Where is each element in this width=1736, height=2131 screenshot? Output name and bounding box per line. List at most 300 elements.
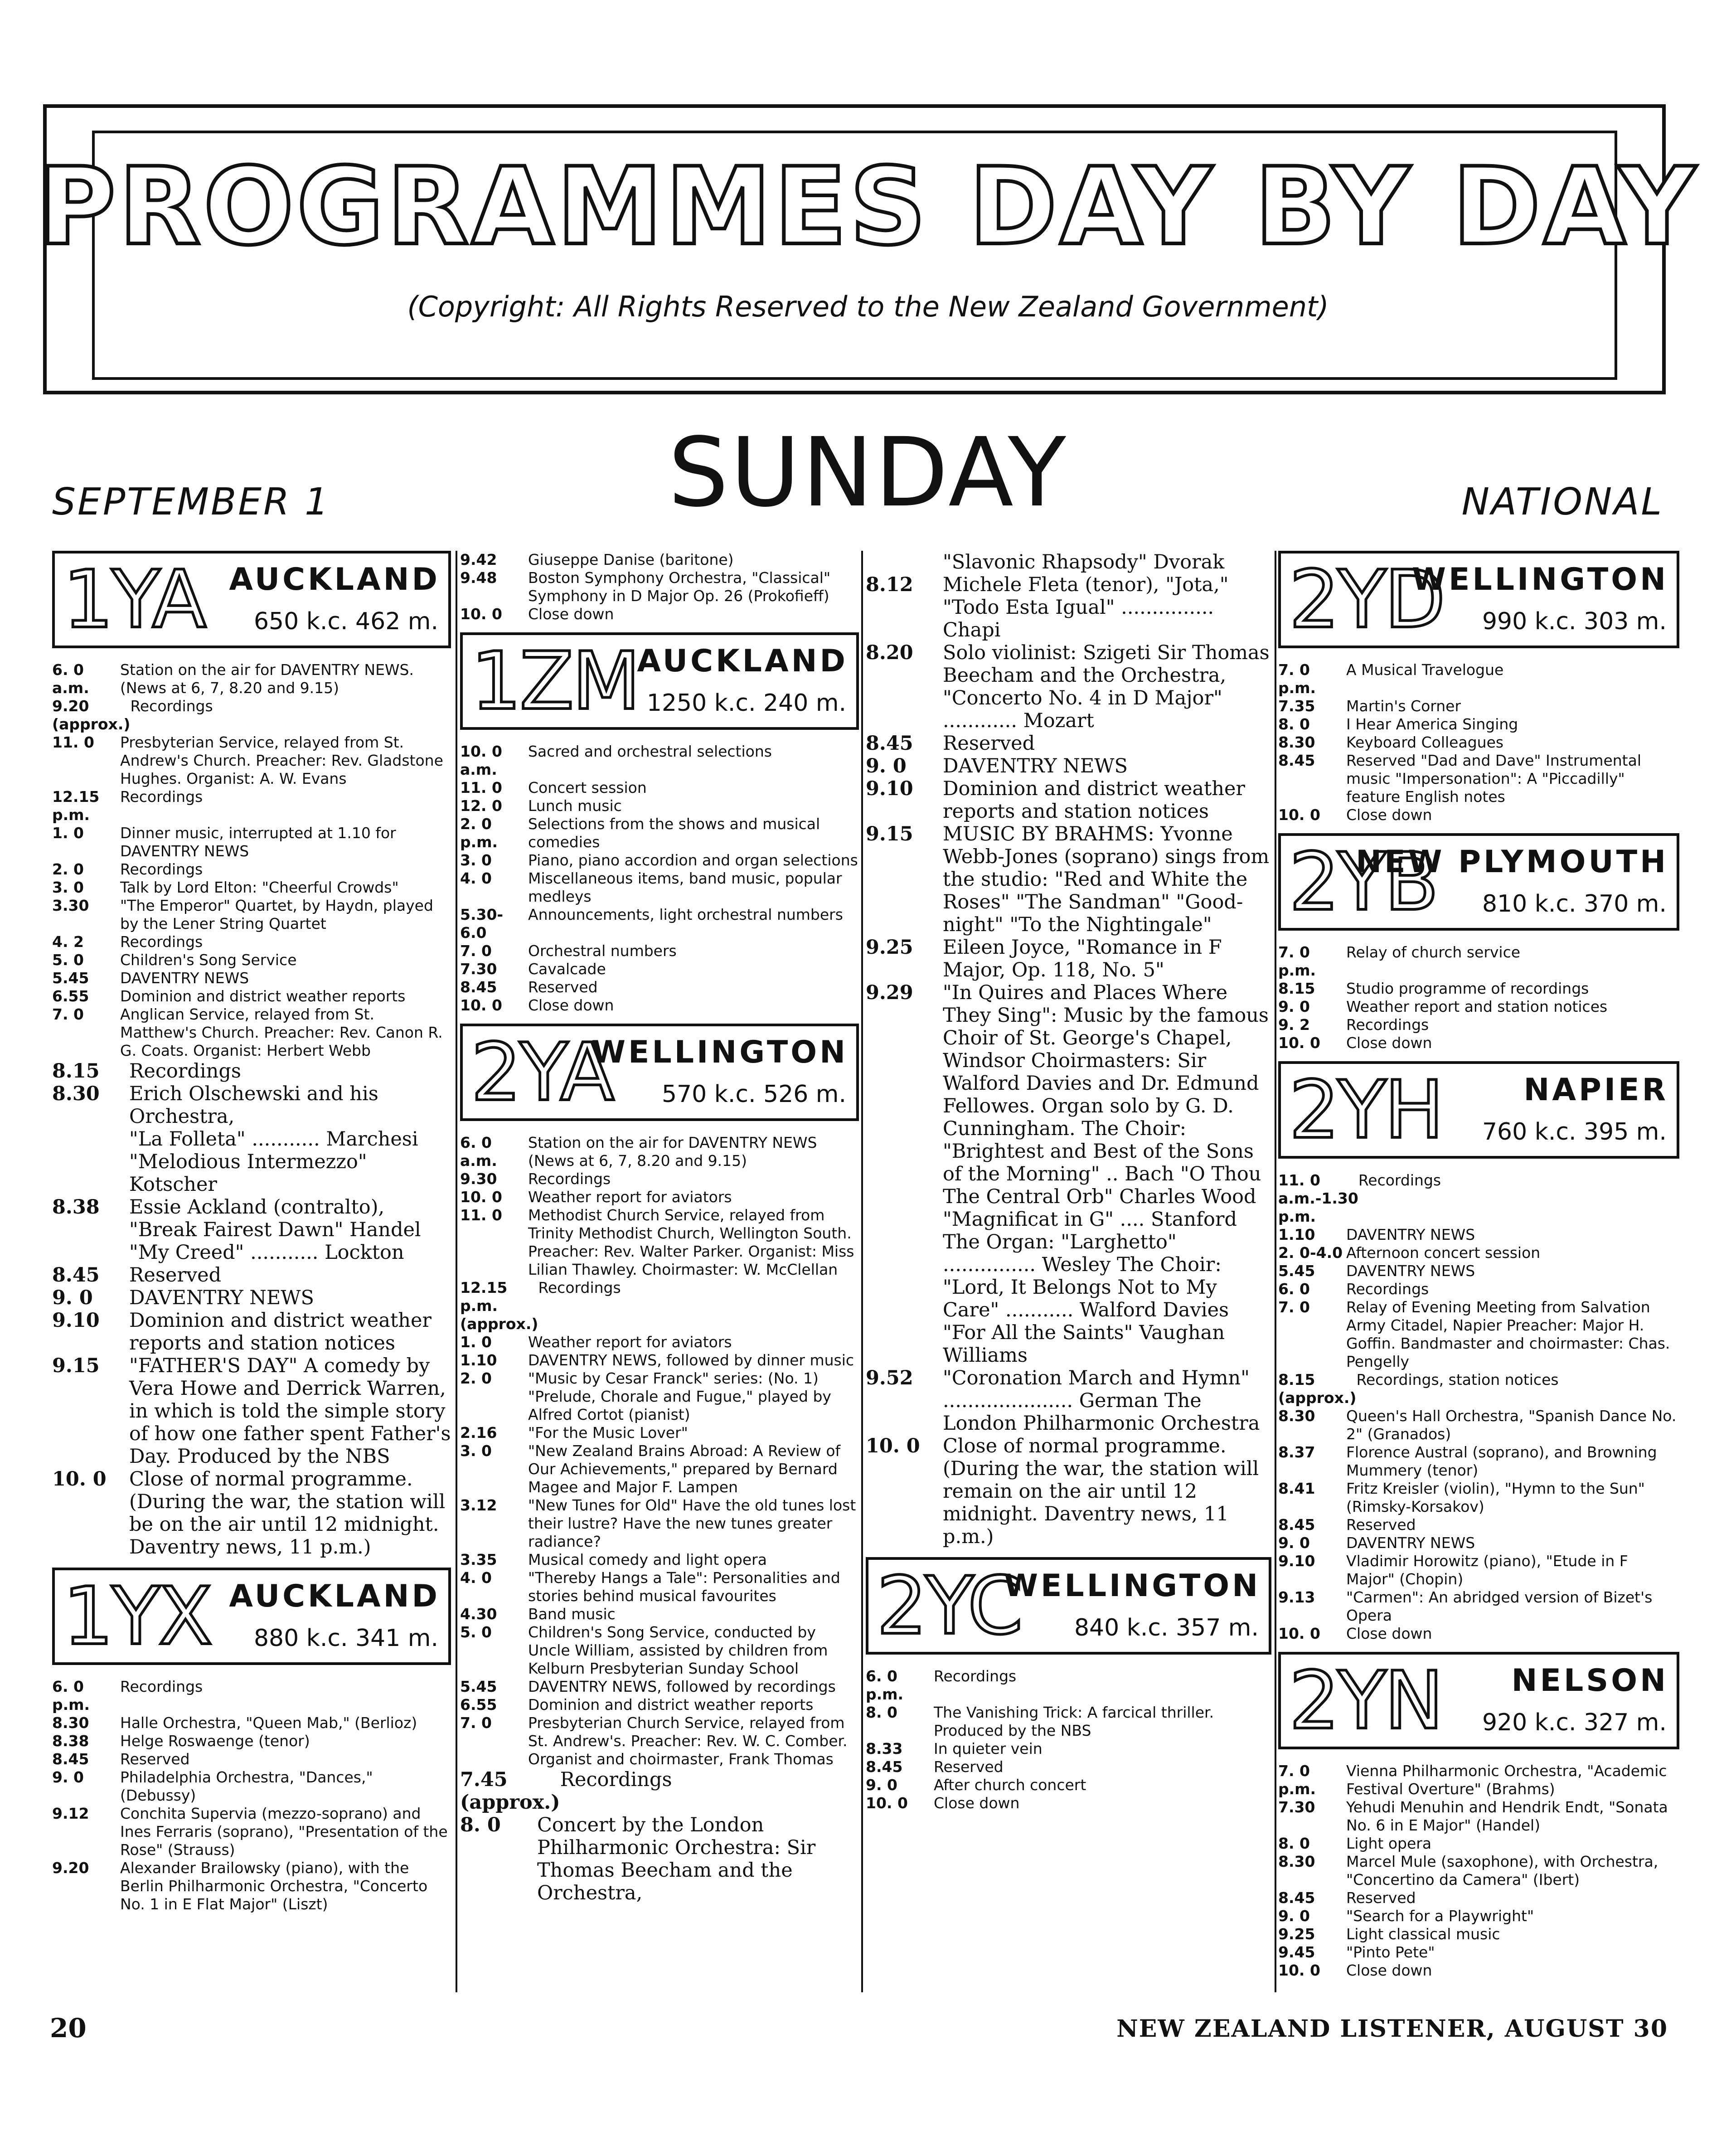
programme-description: MUSIC BY BRAHMS: Yvonne Webb-Jones (soprano) sings from the studio: "Red and White the Roses" "The Sandman" "Good-night" "To the Nightingale": [943, 823, 1270, 936]
programme-time: 8.30: [1278, 1853, 1315, 1870]
programme-item: [866, 981, 1271, 1367]
station-call: 2YN: [1289, 1655, 1442, 1747]
programme-time: 8.30: [52, 1082, 100, 1105]
programme-description: DAVENTRY NEWS: [1346, 1262, 1475, 1280]
programme-item: [1278, 1588, 1679, 1625]
programme-description: Queen's Hall Orchestra, "Spanish Dance No. 2" (Granados): [1346, 1407, 1677, 1443]
programme-time: 10. 0: [866, 1435, 920, 1457]
programme-item: [460, 942, 859, 960]
programme-time: 7. 0: [1278, 1298, 1310, 1316]
programme-item: [52, 987, 451, 1005]
programme-item: [866, 936, 1271, 981]
programme-description: Solo violinist: Szigeti Sir Thomas Beecham and the Orchestra, "Concerto No. 4 in D Major" ............ Mozart: [943, 641, 1270, 732]
programme-time: 10. 0: [1278, 1625, 1320, 1642]
programme-description: Close down: [934, 1794, 1020, 1812]
station-call: 2YD: [1289, 554, 1444, 646]
programme-item: [52, 860, 451, 879]
programme-description: "Thereby Hangs a Tale": Personalities and stories behind musical favourites: [528, 1569, 840, 1605]
programme-time: 8.45: [52, 1264, 100, 1286]
programme-item: [866, 1435, 1271, 1548]
programme-time: 5.30-6.0: [460, 906, 504, 942]
programme-description: Reserved: [1346, 1516, 1416, 1534]
station-box-2yn: [1278, 1652, 1679, 1749]
programme-description: Dominion and district weather reports: [120, 987, 406, 1005]
programme-time: 4. 0: [460, 1569, 492, 1587]
programme-description: Close down: [1346, 1961, 1432, 1979]
programme-description: Close down: [1346, 1034, 1432, 1052]
programme-description: "La Folleta" ........... Marchesi: [129, 1128, 418, 1150]
station-call: 1YA: [63, 554, 205, 646]
programme-item: [1278, 1034, 1679, 1052]
programme-time: 9. 0: [866, 755, 907, 777]
programme-description: Station on the air for DAVENTRY NEWS (News at 6, 7, 8.20 and 9.15): [528, 1134, 817, 1170]
programme-description: "For the Music Lover": [528, 1424, 688, 1442]
programme-item: [866, 1758, 1271, 1776]
programme-description: Reserved: [943, 732, 1035, 755]
programme-description: Relay of church service: [1346, 943, 1521, 961]
programme-time: 8.41: [1278, 1480, 1315, 1497]
programme-description: Erich Olschewski and his Orchestra,: [129, 1082, 378, 1128]
programme-time: 8.37: [1278, 1443, 1315, 1461]
station-call: 1ZM: [471, 636, 639, 728]
programme-time: 9. 0: [52, 1286, 93, 1309]
programme-item: [52, 1150, 451, 1196]
programme-description: I Hear America Singing: [1346, 715, 1518, 733]
column-divider: [861, 551, 863, 1992]
programme-list-1ya-evening: [52, 1060, 451, 1558]
programme-time: 9.52: [866, 1367, 913, 1389]
programme-description: Reserved: [528, 978, 598, 996]
programme-item: [460, 1351, 859, 1369]
station-frequency: 880 k.c. 341 m.: [253, 1625, 438, 1652]
station-box-2ya: [460, 1024, 859, 1121]
programme-item: [460, 869, 859, 906]
programme-time: 7. 0 p.m.: [1278, 943, 1316, 979]
programme-description: Helge Roswaenge (tenor): [120, 1732, 310, 1750]
programme-time: 8.45: [1278, 1516, 1315, 1534]
programme-time: 12.15 p.m.: [52, 788, 100, 824]
programme-description: The Vanishing Trick: A farcical thriller. Produced by the NBS: [934, 1704, 1214, 1739]
station-city: NELSON: [1511, 1663, 1668, 1699]
programme-time: 6. 0: [1278, 1280, 1310, 1298]
column-2: [460, 551, 859, 1992]
programme-description: Relay of Evening Meeting from Salvation Army Citadel, Napier Preacher: Major H. Goffin. Bandmaster and choirmaster: Chas. Pengelly: [1346, 1298, 1670, 1370]
programme-description: Light classical music: [1346, 1925, 1500, 1943]
programme-time: 9.48: [460, 569, 497, 587]
programme-time: 5. 0: [52, 951, 84, 969]
programme-item: [460, 569, 859, 605]
programme-time: 2. 0-4.0: [1278, 1244, 1343, 1262]
programme-description: DAVENTRY NEWS: [120, 969, 249, 987]
programme-time: 3.30: [52, 897, 89, 914]
programme-time: 9.20: [52, 1859, 89, 1877]
programme-item: [460, 605, 859, 623]
station-frequency: 920 k.c. 327 m.: [1482, 1709, 1667, 1736]
programme-item: [1278, 1889, 1679, 1907]
programme-item: [52, 1768, 451, 1805]
programme-item: [460, 960, 859, 978]
programme-time: 8. 0: [460, 1814, 501, 1836]
programme-description: "Pinto Pete": [1346, 1943, 1435, 1961]
programme-time: 8.45: [1278, 752, 1315, 769]
programme-time: 9. 0: [1278, 998, 1310, 1015]
station-frequency: 650 k.c. 462 m.: [253, 608, 438, 635]
programme-item: [52, 1678, 451, 1714]
programme-description: Weather report for aviators: [528, 1188, 732, 1206]
station-frequency: 760 k.c. 395 m.: [1482, 1118, 1667, 1146]
programme-description: Recordings: [538, 1279, 621, 1296]
programme-item: [460, 1814, 859, 1904]
programme-item: [460, 1188, 859, 1206]
programme-item: [866, 732, 1271, 755]
programme-description: Eileen Joyce, "Romance in F Major, Op. 118, No. 5": [943, 936, 1222, 981]
programme-item: [1278, 943, 1679, 980]
station-frequency: 1250 k.c. 240 m.: [646, 689, 846, 717]
station-box-2yd: [1278, 551, 1679, 648]
programme-description: Vladimir Horowitz (piano), "Etude in F Major" (Chopin): [1346, 1552, 1628, 1588]
programme-item: [460, 1442, 859, 1496]
programme-description: Marcel Mule (saxophone), with Orchestra, "Concertino da Camera" (Ibert): [1346, 1853, 1658, 1888]
programme-description: Reserved "Dad and Dave" Instrumental music "Impersonation": A "Piccadilly" feature English notes: [1346, 752, 1641, 806]
programme-list-2ya: [460, 1134, 859, 1768]
network-label: NATIONAL: [1461, 481, 1663, 524]
programme-description: Recordings, station notices: [1356, 1371, 1559, 1388]
programme-description: "Melodious Intermezzo" Kotscher: [129, 1150, 367, 1196]
programme-time: 11. 0: [52, 733, 94, 751]
programme-description: Recordings: [528, 1170, 611, 1188]
programme-item: [52, 1060, 451, 1082]
programme-time: 3.12: [460, 1496, 497, 1514]
programme-item: [1278, 1534, 1679, 1552]
programme-time: 1. 0: [460, 1333, 492, 1351]
programme-item: [460, 1496, 859, 1551]
programme-description: Close of normal programme. (During the war, the station will remain on the air until 12 midnight. Daventry news, 11 p.m.): [943, 1435, 1259, 1548]
programme-time: 9. 2: [1278, 1016, 1310, 1034]
programme-item: [866, 573, 1271, 641]
programme-item: [866, 551, 1271, 573]
programme-time: 5.45: [1278, 1262, 1315, 1280]
programme-time: 8.38: [52, 1732, 89, 1750]
programme-description: A Musical Travelogue: [1346, 661, 1504, 679]
programme-time: 8.20: [866, 641, 913, 664]
programme-time: 3. 0: [460, 851, 492, 869]
station-city: AUCKLAND: [229, 1578, 440, 1614]
programme-item: [460, 1170, 859, 1188]
programme-time: 10. 0 a.m.: [460, 743, 502, 778]
programme-description: Keyboard Colleagues: [1346, 733, 1504, 751]
programme-item: [460, 779, 859, 797]
programme-time: 9. 0: [1278, 1907, 1310, 1925]
programme-description: Sacred and orchestral selections: [528, 743, 772, 760]
programme-item: [1278, 1552, 1679, 1588]
programme-time: 4. 2: [52, 933, 84, 951]
programme-time: 4. 0: [460, 869, 492, 887]
programme-item: [460, 996, 859, 1015]
programme-item: [1278, 733, 1679, 752]
programme-description: Dominion and district weather reports: [528, 1696, 814, 1714]
programme-time: 9.29: [866, 981, 913, 1004]
programme-description: Children's Song Service: [120, 951, 297, 969]
programme-description: In quieter vein: [934, 1740, 1043, 1757]
programme-item: [866, 1776, 1271, 1794]
programme-description: Dominion and district weather reports and station notices: [129, 1309, 432, 1354]
programme-item: [1278, 1516, 1679, 1534]
programme-time: 6.55: [52, 987, 89, 1005]
programme-item: [460, 1696, 859, 1714]
programme-item: [1278, 1943, 1679, 1961]
programme-time: 9. 0: [1278, 1534, 1310, 1552]
programme-time: 8. 0: [1278, 1835, 1310, 1852]
programme-time: 7.30: [460, 960, 497, 978]
programme-description: Close down: [528, 605, 614, 623]
station-box-1yx: [52, 1568, 451, 1665]
programme-description: Cavalcade: [528, 960, 606, 978]
station-box-1ya: [52, 551, 451, 648]
programme-description: Concert by the London Philharmonic Orchestra: Sir Thomas Beecham and the Orchestra,: [537, 1814, 816, 1904]
programme-time: 12.15 p.m. (approx.): [460, 1279, 538, 1333]
programme-time: 3. 0: [52, 879, 84, 896]
programme-description: Recordings: [120, 933, 203, 951]
programme-time: 9.10: [52, 1309, 100, 1332]
programme-time: 6. 0 p.m.: [52, 1678, 90, 1714]
station-box-2yc: [866, 1557, 1271, 1655]
programme-item: [52, 1354, 451, 1468]
programme-time: 9. 0: [866, 1776, 897, 1794]
programme-description: Musical comedy and light opera: [528, 1551, 767, 1568]
programme-time: 9.45: [1278, 1943, 1315, 1961]
programme-time: [52, 1150, 129, 1196]
programme-time: 6. 0 p.m.: [866, 1667, 904, 1703]
programme-description: "Carmen": An abridged version of Bizet's Opera: [1346, 1588, 1653, 1624]
programme-item: [52, 1005, 451, 1060]
programme-item: [460, 743, 859, 779]
programme-description: DAVENTRY NEWS: [129, 1286, 314, 1309]
programme-time: [866, 551, 943, 573]
station-city: AUCKLAND: [229, 562, 440, 597]
programme-description: Weather report for aviators: [528, 1333, 732, 1351]
programme-time: 7. 0: [52, 1005, 84, 1023]
programme-list-2yc: [866, 1667, 1271, 1812]
programme-item: [1278, 715, 1679, 733]
programme-description: Piano, piano accordion and organ selections: [528, 851, 858, 869]
programme-item: [460, 815, 859, 851]
programme-time: 5. 0: [460, 1623, 492, 1641]
programme-item: [1278, 1407, 1679, 1443]
programme-description: Alexander Brailowsky (piano), with the Berlin Philharmonic Orchestra, "Concerto No. 1 in E Flat Major" (Liszt): [120, 1859, 428, 1913]
programme-item: [460, 1369, 859, 1424]
programme-time: 2. 0 p.m.: [460, 815, 498, 851]
programme-description: Vienna Philharmonic Orchestra, "Academic Festival Overture" (Brahms): [1346, 1762, 1667, 1798]
programme-description: Band music: [528, 1605, 616, 1623]
programme-item: [1278, 1625, 1679, 1643]
station-frequency: 570 k.c. 526 m.: [661, 1081, 846, 1108]
programme-item: [1278, 1925, 1679, 1943]
programme-description: "Slavonic Rhapsody" Dvorak: [943, 551, 1225, 573]
station-call: 2YA: [471, 1027, 613, 1119]
programme-item: [460, 1605, 859, 1623]
programme-time: 10. 0: [460, 1188, 502, 1206]
programme-item: [52, 1128, 451, 1150]
programme-time: 8.12: [866, 573, 913, 596]
programme-time: 9.13: [1278, 1588, 1315, 1606]
programme-item: [460, 1678, 859, 1696]
station-call: 2YB: [1289, 836, 1437, 928]
programme-description: Close down: [528, 996, 614, 1014]
programme-item: [52, 1082, 451, 1128]
programme-item: [1278, 1171, 1679, 1226]
programme-description: Selections from the shows and musical comedies: [528, 815, 820, 851]
programme-description: Recordings: [120, 860, 203, 878]
programme-time: 10. 0: [460, 996, 502, 1014]
station-frequency: 990 k.c. 303 m.: [1482, 608, 1667, 635]
programme-item: [52, 697, 451, 733]
station-frequency: 840 k.c. 357 m.: [1074, 1614, 1259, 1641]
programme-item: [1278, 697, 1679, 715]
station-city: NAPIER: [1523, 1072, 1668, 1108]
programme-item: [460, 1623, 859, 1678]
programme-description: Michele Fleta (tenor), "Jota," "Todo Esta Igual" ............... Chapi: [943, 573, 1229, 641]
programme-time: 8.15: [52, 1060, 100, 1082]
programme-item: [460, 1333, 859, 1351]
programme-time: 2. 0: [52, 860, 84, 878]
programme-description: Presbyterian Church Service, relayed from St. Andrew's. Preacher: Rev. W. C. Comber. Organist and choirmaster, Frank Thomas: [528, 1714, 848, 1768]
programme-description: Children's Song Service, conducted by Uncle William, assisted by children from Kelburn Presbyterian Sunday School: [528, 1623, 828, 1677]
programme-list-1ya: [52, 661, 451, 1060]
day-heading: SUNDAY: [668, 417, 1068, 528]
programme-description: Recordings: [130, 697, 213, 715]
programme-item: [460, 1206, 859, 1279]
programme-description: Recordings: [120, 788, 203, 806]
programme-time: [52, 1128, 129, 1150]
programme-time: 8.15: [1278, 980, 1315, 997]
programme-item: [52, 1732, 451, 1750]
programme-description: Martin's Corner: [1346, 697, 1461, 715]
programme-time: 2.16: [460, 1424, 497, 1442]
page-title: PROGRAMMES DAY BY DAY: [38, 145, 1698, 269]
programme-item: [866, 755, 1271, 777]
programme-time: 11. 0: [460, 1206, 502, 1224]
programme-description: Miscellaneous items, band music, popular medleys: [528, 869, 842, 905]
column-1: [52, 551, 451, 1992]
programme-item: [52, 1241, 451, 1264]
programme-list-2ya-continued: [866, 551, 1271, 1548]
programme-item: [866, 823, 1271, 936]
programme-item: [52, 1309, 451, 1354]
programme-description: Station on the air for DAVENTRY NEWS. (News at 6, 7, 8.20 and 9.15): [120, 661, 414, 697]
programme-time: 9.15: [866, 823, 913, 845]
programme-time: 12. 0: [460, 797, 502, 815]
programme-time: 5.45: [52, 969, 89, 987]
programme-item: [52, 788, 451, 824]
programme-item: [460, 851, 859, 869]
programme-description: Recordings: [934, 1667, 1017, 1685]
programme-description: Reserved: [1346, 1889, 1416, 1907]
programme-item: [460, 1768, 859, 1814]
programme-time: 8.15 (approx.): [1278, 1371, 1357, 1407]
programme-item: [52, 897, 451, 933]
programme-item: [1278, 980, 1679, 998]
programme-list-2yb: [1278, 943, 1679, 1052]
programme-item: [460, 1714, 859, 1768]
programme-list-1zm: [460, 743, 859, 1015]
programme-time: 9.30: [460, 1170, 497, 1188]
programme-item: [1278, 1443, 1679, 1480]
programme-time: 9.10: [866, 777, 913, 800]
programme-item: [52, 951, 451, 969]
programme-description: Close down: [1346, 806, 1432, 824]
programme-time: 2. 0: [460, 1369, 492, 1387]
programme-time: 1. 0: [52, 824, 84, 842]
programme-item: [52, 969, 451, 987]
programme-description: Dominion and district weather reports and station notices: [943, 777, 1245, 823]
programme-item: [1278, 1853, 1679, 1889]
programme-item: [460, 1569, 859, 1605]
programme-description: Recordings: [1358, 1171, 1441, 1189]
station-box-2yh: [1278, 1061, 1679, 1159]
column-4: [1278, 551, 1679, 1992]
programme-item: [52, 879, 451, 897]
programme-item: [460, 1134, 859, 1170]
programme-time: 8.45: [866, 732, 913, 755]
programme-time: 9.15: [52, 1354, 100, 1377]
programme-time: 9.25: [866, 936, 913, 959]
programme-item: [460, 978, 859, 996]
programme-time: 9. 0: [52, 1768, 84, 1786]
copyright-notice: (Copyright: All Rights Reserved to the New Zealand Government): [407, 290, 1329, 323]
programme-item: [52, 1750, 451, 1768]
programme-item: [1278, 1371, 1679, 1407]
programme-item: [52, 933, 451, 951]
programme-item: [52, 1264, 451, 1286]
programme-item: [460, 1551, 859, 1569]
programme-description: "The Emperor" Quartet, by Haydn, played by the Lener String Quartet: [120, 897, 433, 932]
programme-description: DAVENTRY NEWS, followed by recordings: [528, 1678, 836, 1695]
programme-description: Reserved: [120, 1750, 190, 1768]
programme-item: [52, 1805, 451, 1859]
programme-time: 8.30: [1278, 733, 1315, 751]
programme-item: [460, 1279, 859, 1333]
programme-description: "Coronation March and Hymn" ..................... German The London Philharmonic Orchestra: [943, 1367, 1260, 1435]
programme-description: Afternoon concert session: [1346, 1244, 1541, 1262]
programme-time: 9.20 (approx.): [52, 697, 131, 733]
programme-list-2yh: [1278, 1171, 1679, 1643]
programme-item: [866, 1740, 1271, 1758]
programme-time: 7.30: [1278, 1798, 1315, 1816]
programme-description: Boston Symphony Orchestra, "Classical" Symphony in D Major Op. 26 (Prokofieff): [528, 569, 831, 605]
programme-description: DAVENTRY NEWS, followed by dinner music: [528, 1351, 854, 1369]
programme-description: Recordings: [1346, 1016, 1429, 1034]
station-city: NEW PLYMOUTH: [1356, 844, 1668, 880]
programme-description: Fritz Kreisler (violin), "Hymn to the Sun" (Rimsky-Korsakov): [1346, 1480, 1645, 1515]
programme-description: Reserved: [934, 1758, 1004, 1776]
programme-time: 10. 0: [1278, 1034, 1320, 1052]
programme-description: "My Creed" ........... Lockton: [129, 1241, 404, 1264]
programme-item: [460, 797, 859, 815]
programme-description: Recordings: [120, 1678, 203, 1695]
programme-time: 10. 0: [1278, 1961, 1320, 1979]
station-call: 2YC: [877, 1560, 1021, 1652]
programme-description: Yehudi Menuhin and Hendrik Endt, "Sonata No. 6 in E Major" (Handel): [1346, 1798, 1668, 1834]
programme-list-2yn: [1278, 1762, 1679, 1980]
programme-time: 1.10: [460, 1351, 497, 1369]
date-label: SEPTEMBER 1: [52, 481, 330, 524]
programme-description: DAVENTRY NEWS: [1346, 1226, 1475, 1243]
station-call: 1YX: [63, 1571, 211, 1663]
programme-description: Methodist Church Service, relayed from Trinity Methodist Church, Wellington South. Preacher: Rev. Walter Parker. Organist: Miss Lilian Thawley. Choirmaster: W. McClellan: [528, 1206, 854, 1278]
programme-time: 10. 0: [1278, 806, 1320, 824]
programme-item: [52, 661, 451, 697]
programme-item: [866, 1794, 1271, 1812]
